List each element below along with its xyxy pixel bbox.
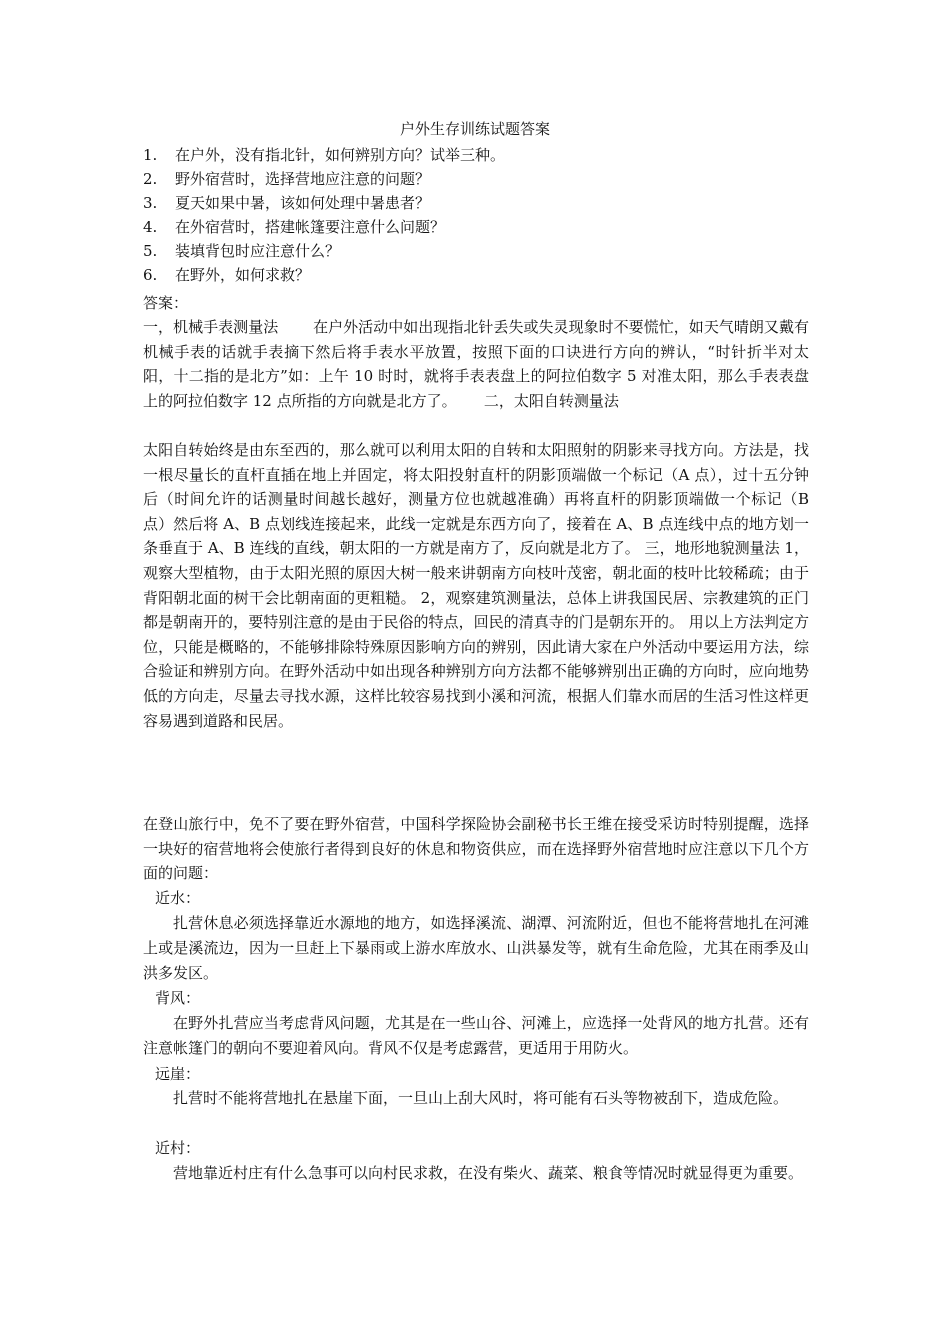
question-item (143, 167, 813, 191)
question-text: 野外宿营时，选择营地应注意的问题？ (175, 170, 431, 188)
question-text: 夏天如果中暑，该如何处理中暑患者？ (175, 194, 431, 212)
document-title: 户外生存训练试题答案 (399, 120, 550, 138)
question-list (143, 143, 813, 287)
camp-point-body: 在野外扎营应当考虑背风问题，尤其是在一些山谷、河滩上，应选择一处背风的地方扎营。还有注意帐篷门的朝向不要迎着风向。背风不仅是考虑露营，更适用于用防火。 (143, 1014, 809, 1057)
camp-point-body: 营地靠近村庄有什么急事可以向村民求救，在没有柴火、蔬菜、粮食等情况时就显得更为重要。 (173, 1164, 804, 1182)
question-item (143, 239, 813, 263)
question-number: 6. (143, 266, 158, 284)
camp-intro-paragraph: 在登山旅行中，免不了要在野外宿营，中国科学探险协会副秘书长王维在接受采访时特别提醒，选择一块好的宿营地将会使旅行者得到良好的休息和物资供应，而在选择野外宿营地时应注意以下几个方面的问题： (143, 815, 809, 882)
question-text: 在户外，没有指北针，如何辨别方向？试举三种。 (175, 146, 506, 164)
camp-point-heading: 背风： (155, 989, 201, 1007)
question-number: 2. (143, 170, 158, 188)
question-number: 5. (143, 242, 158, 260)
question-text: 在外宿营时，搭建帐篷要注意什么问题？ (175, 218, 446, 236)
camp-point-body: 扎营时不能将营地扎在悬崖下面，一旦山上刮大风时，将可能有石头等物被刮下，造成危险。 (173, 1089, 789, 1107)
question-item (143, 191, 813, 215)
question-item (143, 143, 813, 167)
answer-paragraph-1: 一，机械手表测量法 在户外活动中如出现指北针丢失或失灵现象时不要慌忙，如天气晴朗又戴有机械手表的话就手表摘下然后将手表水平放置，按照下面的口诀进行方向的辨认，“时针折半对太阳，十二指的是北方”如：上午 10 时时，就将手表表盘上的阿拉伯数字 5 对准太阳，那么手表表盘上的阿拉伯数字 12 点所指的方向就是北方了。 二，太阳自转测量法 (143, 318, 809, 410)
camp-point-heading: 远崖： (155, 1065, 201, 1083)
question-item (143, 215, 813, 239)
camp-point-body: 扎营休息必须选择靠近水源地的地方，如选择溪流、湖潭、河流附近，但也不能将营地扎在河滩上或是溪流边，因为一旦赶上下暴雨或上游水库放水、山洪暴发等，就有生命危险，尤其在雨季及山洪多发区。 (143, 914, 809, 982)
answer-label: 答案： (143, 294, 189, 312)
question-text: 装填背包时应注意什么？ (175, 242, 341, 260)
question-number: 4. (143, 218, 158, 236)
question-number: 3. (143, 194, 158, 212)
question-number: 1. (143, 146, 158, 164)
question-item (143, 263, 813, 287)
camp-point-heading: 近村： (155, 1139, 201, 1157)
answer-paragraph-2: 太阳自转始终是由东至西的，那么就可以利用太阳的自转和太阳照射的阴影来寻找方向。方法是，找一根尽量长的直杆直插在地上并固定，将太阳投射直杆的阴影顶端做一个标记（A 点），过十五分钟后（时间允许的话测量时间越长越好，测量方位也就越准确）再将直杆的阴影顶端做一个标记（B 点）然后将 A、B 点划线连接起来，此线一定就是东西方向了，接着在 A、B 点连线中点的地方划一条垂直于 A、B 连线的直线，朝太阳的一方就是南方了，反向就是北方了。 三，地形地貌测量法 1，观察大型植物，由于太阳光照的原因大树一般来讲朝南方向枝叶茂密，朝北面的枝叶比较稀疏；由于背阳朝北面的树干会比朝南面的更粗糙。 2，观察建筑测量法，总体上讲我国民居、宗教建筑的正门都是朝南开的，要特别注意的是由于民俗的特点，回民的清真寺的门是朝东开的。 用以上方法判定方位，只能是概略的，不能够排除特殊原因影响方向的辨别，因此请大家在户外活动中要运用方法，综合验证和辨别方向。在野外活动中如出现各种辨别方向方法都不能够辨别出正确的方向时，应向地势低的方向走，尽量去寻找水源，这样比较容易找到小溪和河流，根据人们靠水而居的生活习性这样更容易遇到道路和民居。 (143, 441, 809, 730)
question-text: 在野外，如何求救？ (175, 266, 311, 284)
camp-point-heading: 近水： (155, 889, 201, 907)
